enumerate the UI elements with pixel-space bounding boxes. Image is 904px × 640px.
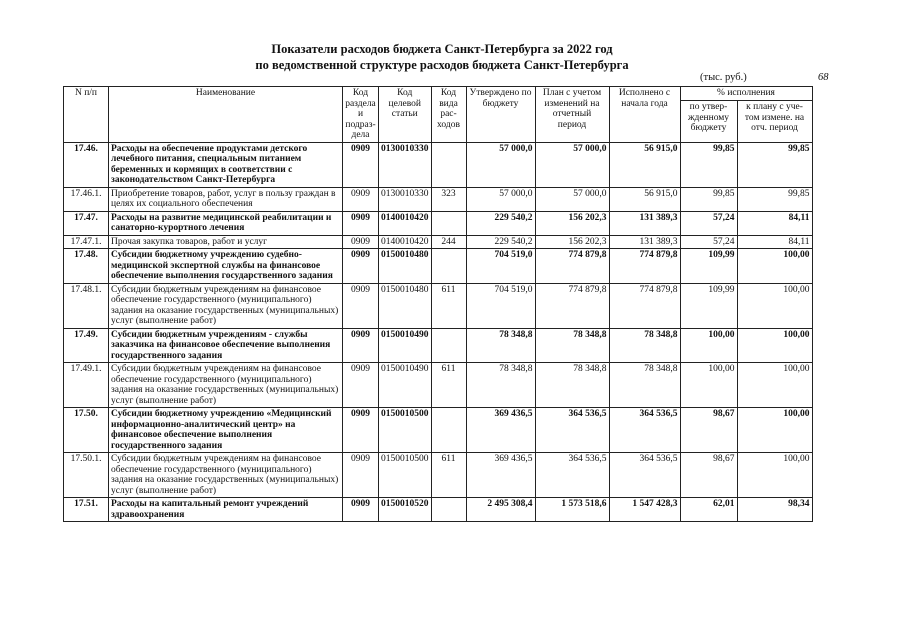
cell-num: 17.48.1. — [64, 283, 109, 328]
cell-num: 17.50. — [64, 408, 109, 453]
report-subtitle: по ведомственной структуре расходов бюджета Санкт-Петербурга — [255, 58, 629, 72]
cell-name: Расходы на обеспечение продуктами детского лечебного питания, специальным питанием беременных и кормящих в соответствии с законодательством Санкт-Петербурга — [109, 142, 343, 187]
cell-approved: 704 519,0 — [466, 249, 535, 284]
table-row — [64, 142, 813, 187]
cell-exptype — [431, 142, 466, 187]
cell-name: Субсидии бюджетному учреждению «Медицинский информационно-аналитический центр» на финансовое обеспечение выполнения государственного задания — [109, 408, 343, 453]
cell-name: Субсидии бюджетным учреждениям на финансовое обеспечение государственного (муниципального) задания на оказание государственных (муниципальных) услуг (выполнение работ) — [109, 453, 343, 498]
report-title: Показатели расходов бюджета Санкт-Петербурга за 2022 год — [271, 42, 613, 56]
cell-executed: 78 348,8 — [609, 328, 680, 363]
cell-approved: 2 495 308,4 — [466, 498, 535, 522]
cell-name: Субсидии бюджетному учреждению судебно-медицинской экспертной службы на финансовое обеспечение выполнения государственного задания — [109, 249, 343, 284]
header-executed: Исполнено с начала года — [609, 87, 680, 143]
cell-num: 17.49. — [64, 328, 109, 363]
cell-executed: 131 389,3 — [609, 211, 680, 235]
cell-exptype: 611 — [431, 363, 466, 408]
cell-exptype: 611 — [431, 283, 466, 328]
cell-section: 0909 — [343, 187, 379, 211]
cell-target: 0150010480 — [379, 249, 432, 284]
cell-plan: 364 536,5 — [535, 408, 609, 453]
cell-section: 0909 — [343, 498, 379, 522]
cell-pct-plan: 99,85 — [737, 187, 812, 211]
cell-pct-plan: 84,11 — [737, 235, 812, 249]
cell-approved: 369 436,5 — [466, 453, 535, 498]
cell-pct-approved: 100,00 — [680, 328, 737, 363]
cell-target: 0150010480 — [379, 283, 432, 328]
cell-executed: 774 879,8 — [609, 283, 680, 328]
cell-executed: 364 536,5 — [609, 408, 680, 453]
cell-target: 0150010500 — [379, 408, 432, 453]
header-plan: План с учетом изменений на отчетный период — [535, 87, 609, 143]
units-label: (тыс. руб.) — [700, 72, 747, 83]
cell-exptype — [431, 211, 466, 235]
cell-pct-approved: 98,67 — [680, 408, 737, 453]
cell-executed: 364 536,5 — [609, 453, 680, 498]
cell-exptype: 323 — [431, 187, 466, 211]
cell-section: 0909 — [343, 408, 379, 453]
cell-exptype — [431, 408, 466, 453]
table-row — [64, 211, 813, 235]
cell-pct-approved: 98,67 — [680, 453, 737, 498]
table-row — [64, 408, 813, 453]
cell-section: 0909 — [343, 142, 379, 187]
cell-name: Прочая закупка товаров, работ и услуг — [109, 235, 343, 249]
cell-plan: 364 536,5 — [535, 453, 609, 498]
table-row — [64, 187, 813, 211]
cell-approved: 57 000,0 — [466, 142, 535, 187]
cell-exptype — [431, 328, 466, 363]
cell-plan: 57 000,0 — [535, 142, 609, 187]
cell-plan: 1 573 518,6 — [535, 498, 609, 522]
cell-executed: 131 389,3 — [609, 235, 680, 249]
cell-approved: 229 540,2 — [466, 235, 535, 249]
cell-target: 0130010330 — [379, 187, 432, 211]
cell-pct-approved: 109,99 — [680, 283, 737, 328]
cell-approved: 229 540,2 — [466, 211, 535, 235]
header-approved: Утверждено по бюджету — [466, 87, 535, 143]
budget-table — [63, 86, 813, 522]
cell-plan: 774 879,8 — [535, 283, 609, 328]
cell-name: Субсидии бюджетным учреждениям на финансовое обеспечение государственного (муниципального) задания на оказание государственных (муниципальных) услуг (выполнение работ) — [109, 363, 343, 408]
cell-executed: 56 915,0 — [609, 187, 680, 211]
cell-section: 0909 — [343, 249, 379, 284]
cell-pct-plan: 99,85 — [737, 142, 812, 187]
cell-pct-plan: 84,11 — [737, 211, 812, 235]
cell-approved: 78 348,8 — [466, 363, 535, 408]
cell-pct-approved: 57,24 — [680, 235, 737, 249]
cell-executed: 78 348,8 — [609, 363, 680, 408]
cell-pct-plan: 100,00 — [737, 249, 812, 284]
cell-target: 0150010520 — [379, 498, 432, 522]
cell-section: 0909 — [343, 283, 379, 328]
cell-pct-approved: 57,24 — [680, 211, 737, 235]
header-pct: % исполнения — [680, 87, 812, 101]
table-row — [64, 328, 813, 363]
cell-section: 0909 — [343, 211, 379, 235]
cell-plan: 774 879,8 — [535, 249, 609, 284]
cell-name: Субсидии бюджетным учреждениям на финансовое обеспечение государственного (муниципального) задания на оказание государственных (муниципальных) услуг (выполнение работ) — [109, 283, 343, 328]
cell-section: 0909 — [343, 235, 379, 249]
cell-exptype — [431, 249, 466, 284]
table-row — [64, 498, 813, 522]
header-section: Код раздела и подраз-дела — [343, 87, 379, 143]
header-name: Наименование — [109, 87, 343, 143]
cell-executed: 56 915,0 — [609, 142, 680, 187]
cell-pct-approved: 109,99 — [680, 249, 737, 284]
cell-exptype — [431, 498, 466, 522]
cell-name: Приобретение товаров, работ, услуг в пользу граждан в целях их социального обеспечения — [109, 187, 343, 211]
table-row — [64, 363, 813, 408]
cell-name: Расходы на капитальный ремонт учреждений здравоохранения — [109, 498, 343, 522]
table-row — [64, 453, 813, 498]
cell-pct-approved: 99,85 — [680, 187, 737, 211]
cell-plan: 156 202,3 — [535, 235, 609, 249]
header-target: Код целевой статьи — [379, 87, 432, 143]
cell-num: 17.48. — [64, 249, 109, 284]
cell-name: Расходы на развитие медицинской реабилитации и санаторно-курортного лечения — [109, 211, 343, 235]
table-row — [64, 283, 813, 328]
cell-target: 0140010420 — [379, 211, 432, 235]
cell-pct-approved: 99,85 — [680, 142, 737, 187]
header-exptype: Код вида рас-ходов — [431, 87, 466, 143]
cell-approved: 369 436,5 — [466, 408, 535, 453]
table-body — [64, 142, 813, 522]
header-num: N п/п — [64, 87, 109, 143]
cell-approved: 704 519,0 — [466, 283, 535, 328]
cell-plan: 78 348,8 — [535, 363, 609, 408]
cell-section: 0909 — [343, 363, 379, 408]
cell-exptype: 244 — [431, 235, 466, 249]
cell-pct-plan: 100,00 — [737, 453, 812, 498]
cell-approved: 57 000,0 — [466, 187, 535, 211]
cell-pct-plan: 100,00 — [737, 328, 812, 363]
cell-pct-plan: 98,34 — [737, 498, 812, 522]
page-number: 68 — [818, 72, 829, 83]
cell-pct-approved: 100,00 — [680, 363, 737, 408]
cell-name: Субсидии бюджетным учреждениям - службы заказчика на финансовое обеспечение выполнения государственного задания — [109, 328, 343, 363]
cell-pct-plan: 100,00 — [737, 363, 812, 408]
cell-num: 17.47.1. — [64, 235, 109, 249]
cell-target: 0150010490 — [379, 328, 432, 363]
header-pct-approved: по утвер-жденному бюджету — [680, 101, 737, 143]
cell-section: 0909 — [343, 453, 379, 498]
cell-pct-approved: 62,01 — [680, 498, 737, 522]
header-pct-plan: к плану с уче-том измене. на отч. период — [737, 101, 812, 143]
cell-plan: 57 000,0 — [535, 187, 609, 211]
cell-num: 17.50.1. — [64, 453, 109, 498]
cell-target: 0130010330 — [379, 142, 432, 187]
cell-num: 17.49.1. — [64, 363, 109, 408]
cell-num: 17.46. — [64, 142, 109, 187]
cell-approved: 78 348,8 — [466, 328, 535, 363]
cell-executed: 1 547 428,3 — [609, 498, 680, 522]
cell-plan: 78 348,8 — [535, 328, 609, 363]
cell-pct-plan: 100,00 — [737, 283, 812, 328]
cell-plan: 156 202,3 — [535, 211, 609, 235]
cell-num: 17.47. — [64, 211, 109, 235]
table-row — [64, 235, 813, 249]
cell-target: 0150010490 — [379, 363, 432, 408]
cell-exptype: 611 — [431, 453, 466, 498]
cell-num: 17.51. — [64, 498, 109, 522]
cell-section: 0909 — [343, 328, 379, 363]
cell-pct-plan: 100,00 — [737, 408, 812, 453]
table-row — [64, 249, 813, 284]
cell-target: 0140010420 — [379, 235, 432, 249]
cell-target: 0150010500 — [379, 453, 432, 498]
cell-num: 17.46.1. — [64, 187, 109, 211]
cell-executed: 774 879,8 — [609, 249, 680, 284]
